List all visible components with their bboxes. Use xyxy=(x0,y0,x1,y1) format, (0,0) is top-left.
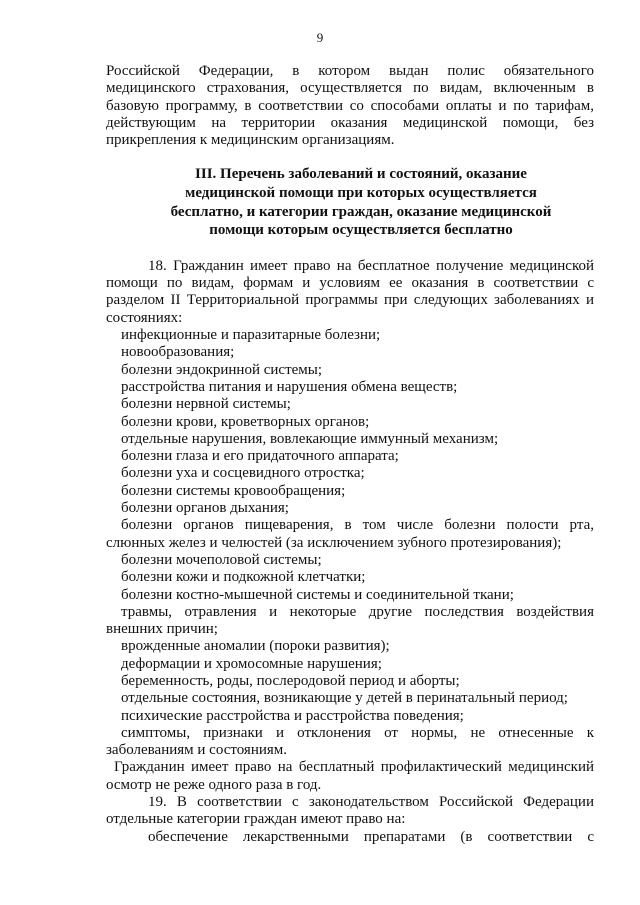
list-item: врожденные аномалии (пороки развития); xyxy=(121,638,390,655)
list-item: беременность, роды, послеродовой период и аборты; xyxy=(121,672,460,689)
list-item: новообразования; xyxy=(121,344,235,361)
section-heading: III. Перечень заболеваний и состояний, оказание медицинской помощи при которых осуществляется бесплатно, и категории граждан, оказание медицинской помощи которым осуществляется бесплатно xyxy=(170,166,552,239)
list-item: болезни органов пищеварения, в том числе болезни полости рта, слюнных желез и челюстей (за исключением зубного протезирования); xyxy=(106,517,594,551)
list-item: болезни крови, кроветворных органов; xyxy=(121,413,370,430)
page-number: 9 xyxy=(316,30,324,45)
list-item: болезни кожи и подкожной клетчатки; xyxy=(121,569,366,586)
intro-paragraph: Российской Федерации, в котором выдан полис обязательного медицинского страхования, осуществляется по видам, включенным в базовую программу, в соответствии со способами оплаты и по тарифам, действующим на территории оказания медицинской помощи, без прикрепления к медицинским организациям. xyxy=(106,63,594,149)
list-item: болезни уха и сосцевидного отростка; xyxy=(121,465,365,482)
list-item: болезни нервной системы; xyxy=(121,396,291,413)
list-item: расстройства питания и нарушения обмена веществ; xyxy=(121,378,458,395)
paragraph-19: 19. В соответствии с законодательством Российской Федерации отдельные категории граждан имеют право на: xyxy=(106,794,594,828)
list-item: психические расстройства и расстройства поведения; xyxy=(121,707,464,724)
list-item: болезни костно-мышечной системы и соединительной ткани; xyxy=(121,586,514,603)
list-item: болезни глаза и его придаточного аппарата; xyxy=(121,448,399,465)
paragraph-18: 18. Гражданин имеет право на бесплатное получение медицинской помощи по видам, формам и условиям ее оказания в соответствии с разделом II Территориальной программы при следующих заболеваниях и состояниях: xyxy=(106,257,594,326)
list-item: отдельные нарушения, вовлекающие иммунный механизм; xyxy=(121,430,499,447)
list-item: деформации и хромосомные нарушения; xyxy=(121,655,382,672)
list-item: болезни органов дыхания; xyxy=(121,500,289,517)
list-item: болезни системы кровообращения; xyxy=(121,482,346,499)
paragraph-19-item: обеспечение лекарственными препаратами (в соответствии с xyxy=(148,828,594,845)
list-item: травмы, отравления и некоторые другие последствия воздействия внешних причин; xyxy=(106,603,594,638)
list-item: симптомы, признаки и отклонения от нормы, не отнесенные к заболеваниям и состояниям. xyxy=(106,724,594,759)
list-item: болезни эндокринной системы; xyxy=(121,361,323,378)
list-item: инфекционные и паразитарные болезни; xyxy=(121,327,381,344)
list-item: отдельные состояния, возникающие у детей в перинатальный период; xyxy=(121,690,568,707)
document-body xyxy=(106,63,594,846)
disease-list xyxy=(106,327,594,759)
preventive-exam-paragraph: Гражданин имеет право на бесплатный профилактический медицинский осмотр не реже одного раза в год. xyxy=(106,759,594,793)
list-item: болезни мочеполовой системы; xyxy=(121,551,322,568)
